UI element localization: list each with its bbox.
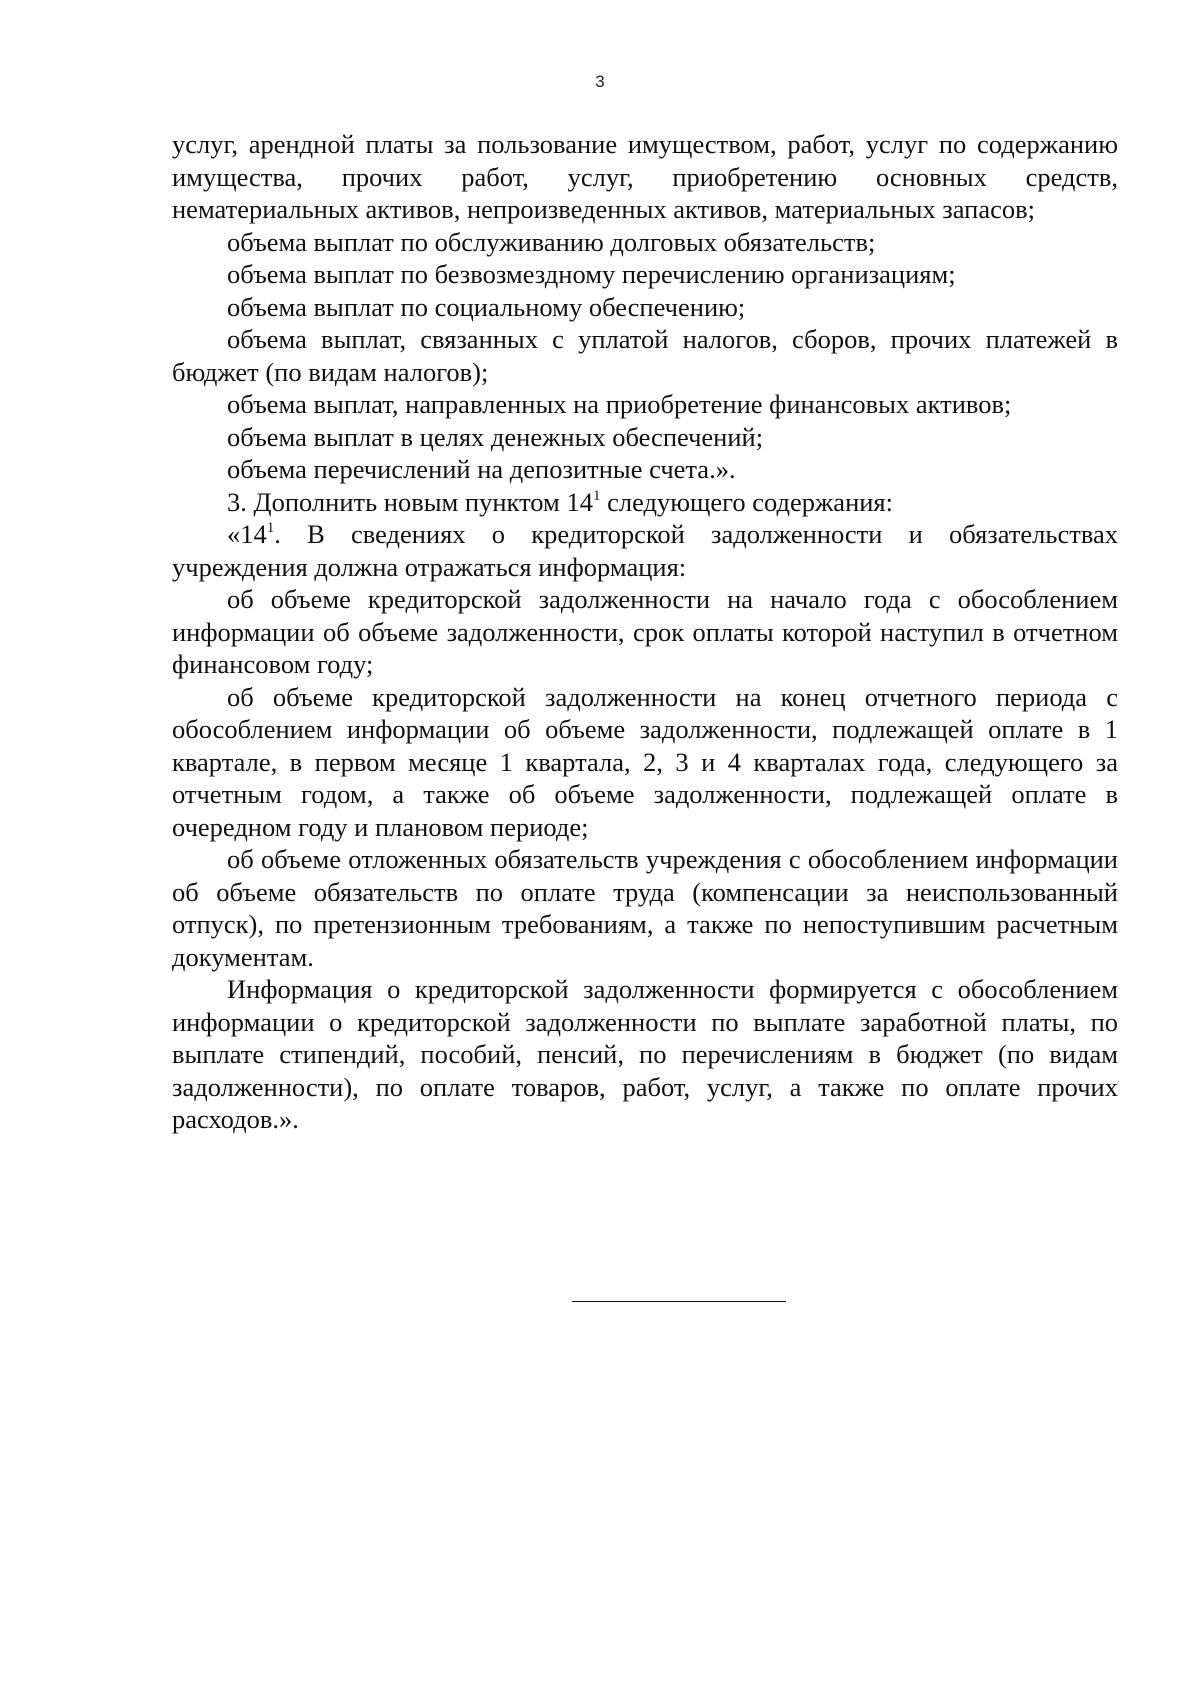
paragraph-taxes: объема выплат, связанных с уплатой налогов, сборов, прочих платежей в бюджет (по видам налогов); bbox=[172, 324, 1118, 387]
document-body bbox=[172, 128, 1118, 1136]
superscript: 1 bbox=[266, 520, 275, 536]
amendment-text-end: следующего содержания: bbox=[600, 486, 893, 517]
page-number: 3 bbox=[595, 72, 605, 91]
paragraph-amendment-3 bbox=[172, 486, 1118, 519]
paragraph-gratuitous-transfer: объема выплат по безвозмездному перечислению организациям; bbox=[227, 259, 956, 289]
end-rule-divider bbox=[572, 1301, 786, 1302]
paragraph-clause-14-1 bbox=[172, 518, 1118, 583]
paragraph-cash-provision: объема выплат в целях денежных обеспечений; bbox=[227, 421, 764, 452]
paragraph-continuation: услуг, арендной платы за пользование имуществом, работ, услуг по содержанию имущества, прочих работ, услуг, приобретению основных средств, нематериальных активов, непроизведенных активов, материальных запасов; bbox=[172, 129, 1118, 224]
paragraph-financial-assets: объема выплат, направленных на приобретение финансовых активов; bbox=[227, 389, 1012, 419]
paragraph-payables-info: Информация о кредиторской задолженности формируется с обособлением информации о кредиторской задолженности по выплате заработной платы, по выплате стипендий, пособий, пенсий, по перечислениям в бюджет (по видам задолженности), по оплате товаров, работ, услуг, а также по оплате прочих расходов.». bbox=[172, 974, 1118, 1134]
paragraph-debt-service: объема выплат по обслуживанию долговых обязательств; bbox=[227, 226, 876, 257]
paragraph-debt-end-of-period: об объеме кредиторской задолженности на конец отчетного периода с обособлением информации об объеме задолженности, подлежащей оплате в 1 квартале, в первом месяце 1 квартала, 2, 3 и 4 кварталах года, следующего за отчетным годом, а также об объеме задолженности, подлежащей оплате в очередном году и плановом периоде; bbox=[172, 681, 1118, 842]
superscript: 1 bbox=[592, 487, 601, 504]
paragraph-debt-start-of-year: об объеме кредиторской задолженности на начало года с обособлением информации об объеме задолженности, срок оплаты которой наступил в отчетном финансовом году; bbox=[172, 584, 1118, 679]
paragraph-deposit-transfers: объема перечислений на депозитные счета.». bbox=[227, 454, 736, 484]
clause-number: «14 bbox=[227, 519, 267, 549]
paragraph-deferred-obligations: об объеме отложенных обязательств учреждения с обособлением информации об объеме обязательств по оплате труда (компенсации за неиспользованный отпуск), по претензионным требованиям, а также по непоступившим расчетным документам. bbox=[172, 844, 1118, 972]
paragraph-social-security: объема выплат по социальному обеспечению; bbox=[227, 291, 746, 322]
amendment-text: 3. Дополнить новым пунктом 14 bbox=[227, 486, 593, 517]
clause-text: . В сведениях о кредиторской задолженности и обязательствах учреждения должна отражаться информация: bbox=[172, 519, 1118, 582]
